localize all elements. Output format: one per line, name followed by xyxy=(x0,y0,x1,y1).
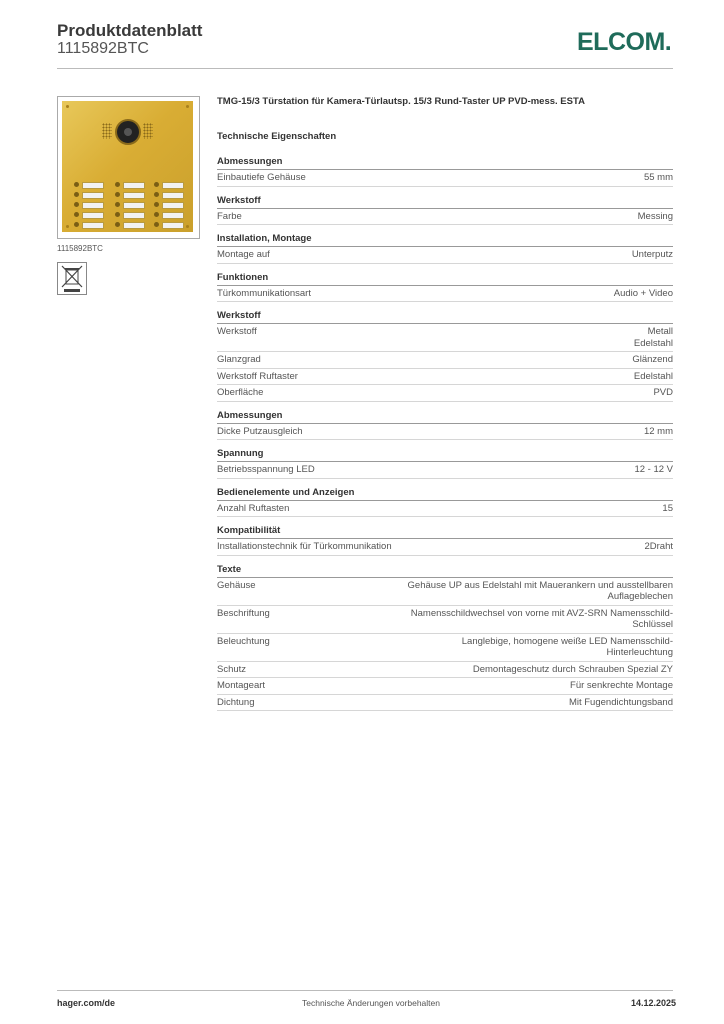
spec-row xyxy=(217,209,673,226)
spec-row xyxy=(217,606,673,634)
spec-row xyxy=(217,634,673,662)
tech-properties-heading: Technische Eigenschaften xyxy=(217,131,337,142)
spec-value: Edelstahl xyxy=(633,370,673,382)
spec-value: Unterputz xyxy=(631,249,673,260)
section-title: Werkstoff xyxy=(217,195,673,209)
spec-value: 2Draht xyxy=(644,541,673,552)
spec-row xyxy=(217,324,673,352)
spec-key: Montageart xyxy=(217,680,266,691)
spec-row xyxy=(217,385,673,402)
section-title: Bedienelemente und Anzeigen xyxy=(217,487,673,501)
spec-value: Metall Edelstahl xyxy=(633,326,673,349)
section-title: Abmessungen xyxy=(217,156,673,170)
screw-icon xyxy=(186,225,189,228)
spec-value: 55 mm xyxy=(643,172,673,183)
spec-key: Beleuchtung xyxy=(217,635,270,647)
spec-key: Dicke Putzausgleich xyxy=(217,425,303,437)
spec-value: Audio + Video xyxy=(613,287,673,299)
door-station-plate xyxy=(62,101,193,232)
spec-value: Namensschildwechsel von vorne mit AVZ-SRN Namensschild- Schlüssel xyxy=(410,607,673,630)
speaker-grille xyxy=(102,123,112,139)
section-title: Kompatibilität xyxy=(217,525,673,539)
spec-row xyxy=(217,424,673,441)
section-title: Abmessungen xyxy=(217,410,673,424)
spec-key: Gehäuse xyxy=(217,579,256,591)
spec-value: Für senkrechte Montage xyxy=(570,680,673,691)
spec-value: Messing xyxy=(637,210,673,222)
header-divider xyxy=(57,68,673,69)
spec-value: Glänzend xyxy=(632,354,673,365)
footer-notice: Technische Änderungen vorbehalten xyxy=(302,998,440,1008)
spec-row xyxy=(217,678,673,695)
section-title: Installation, Montage xyxy=(217,233,673,247)
footer-divider xyxy=(57,990,673,991)
spec-value: Langlebige, homogene weiße LED Namensschild- Hinterleuchtung xyxy=(461,635,673,658)
spec-value: Gehäuse UP aus Edelstahl mit Mauerankern und ausstellbaren Auflageblechen xyxy=(407,579,673,602)
spec-row xyxy=(217,695,673,712)
section-title: Werkstoff xyxy=(217,310,673,324)
spec-value: 15 xyxy=(662,502,673,514)
spec-value: PVD xyxy=(653,387,673,398)
camera-icon xyxy=(115,119,141,145)
image-caption: 1115892BTC xyxy=(57,244,103,253)
footer-website: hager.com/de xyxy=(57,998,116,1008)
spec-key: Oberfläche xyxy=(217,387,264,398)
spec-row xyxy=(217,369,673,386)
spec-row xyxy=(217,462,673,479)
spec-row xyxy=(217,352,673,369)
screw-icon xyxy=(66,225,69,228)
article-number: 1115892BTC xyxy=(57,40,149,57)
spec-key: Farbe xyxy=(217,210,242,222)
spec-key: Montage auf xyxy=(217,249,270,260)
spec-row xyxy=(217,286,673,303)
page-title: Produktdatenblatt xyxy=(57,21,203,40)
spec-key: Werkstoff Ruftaster xyxy=(217,370,298,382)
screw-icon xyxy=(186,105,189,108)
spec-key: Schutz xyxy=(217,663,247,675)
spec-row xyxy=(217,501,673,518)
spec-table xyxy=(217,156,673,711)
section-title: Texte xyxy=(217,564,673,578)
spec-value: 12 mm xyxy=(643,425,673,437)
product-title: TMG-15/3 Türstation für Kamera-Türlautsp. 15/3 Rund-Taster UP PVD-mess. ESTA xyxy=(217,96,585,107)
section-title: Spannung xyxy=(217,448,673,462)
spec-key: Anzahl Ruftasten xyxy=(217,502,290,514)
spec-key: Beschriftung xyxy=(217,607,270,619)
footer-date: 14.12.2025 xyxy=(631,998,677,1008)
spec-key: Einbautiefe Gehäuse xyxy=(217,172,306,183)
screw-icon xyxy=(66,105,69,108)
spec-row xyxy=(217,247,673,264)
spec-key: Dichtung xyxy=(217,696,255,708)
spec-row xyxy=(217,539,673,556)
spec-value: Mit Fugendichtungsband xyxy=(568,696,673,708)
elcom-logo: ELCOM. xyxy=(577,28,672,56)
speaker-grille xyxy=(143,123,153,139)
spec-value: Demontageschutz durch Schrauben Spezial ZY xyxy=(472,663,673,675)
spec-key: Türkommunikationsart xyxy=(217,287,311,299)
spec-key: Werkstoff xyxy=(217,326,257,337)
weee-bin-icon xyxy=(57,262,87,295)
section-title: Funktionen xyxy=(217,272,673,286)
spec-row xyxy=(217,578,673,606)
spec-key: Glanzgrad xyxy=(217,354,261,365)
spec-row xyxy=(217,170,673,187)
spec-row xyxy=(217,662,673,679)
spec-key: Betriebsspannung LED xyxy=(217,464,315,475)
spec-value: 12 - 12 V xyxy=(634,464,673,475)
spec-key: Installationstechnik für Türkommunikation xyxy=(217,541,392,552)
product-image xyxy=(57,96,200,239)
